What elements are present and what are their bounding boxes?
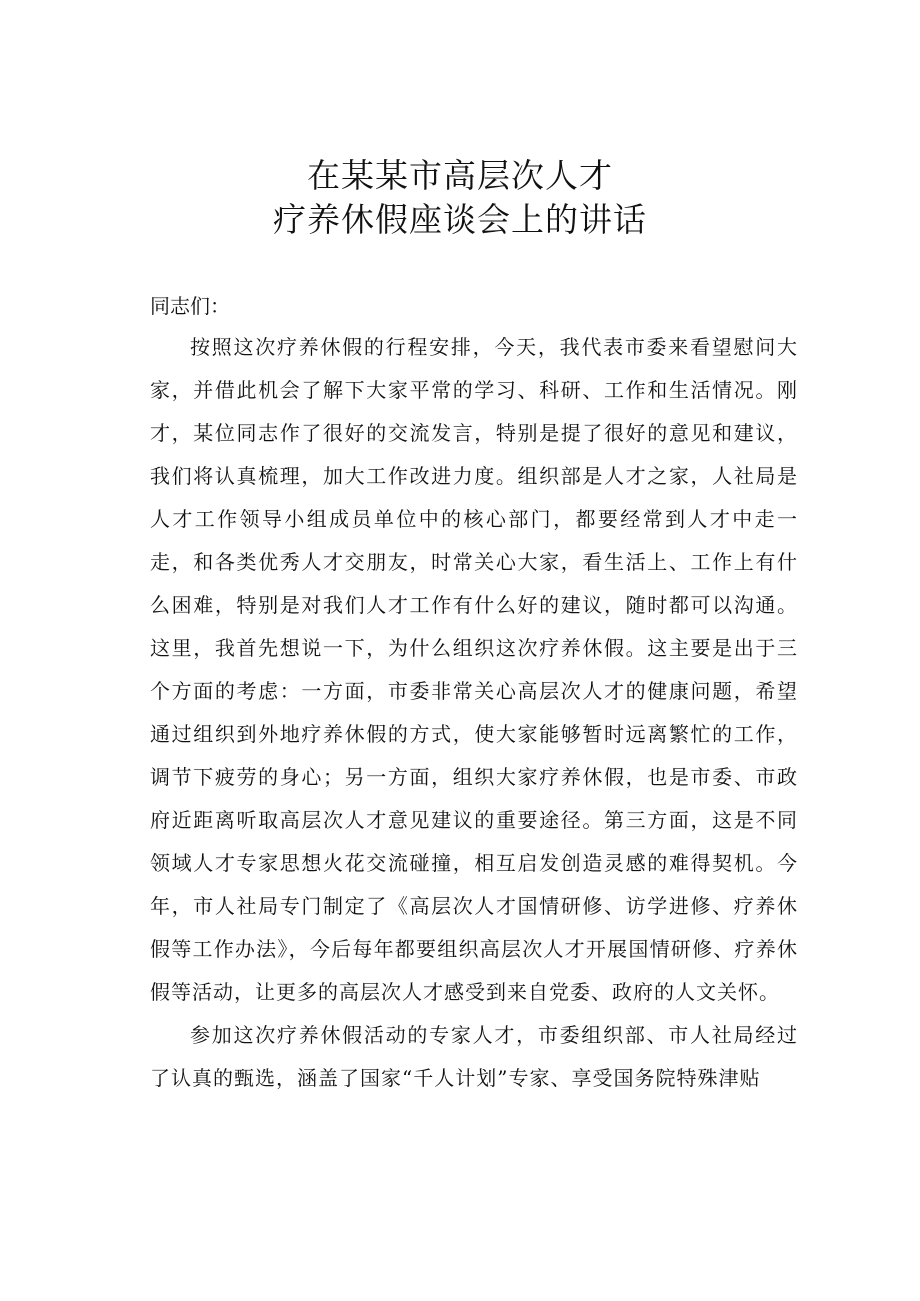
body-paragraph-1: 按照这次疗养休假的行程安排，今天，我代表市委来看望慰问大家，并借此机会了解下大家平常的学习、科研、工作和生活情况。刚才，某位同志作了很好的交流发言，特别是提了很好的意见和建议，我们将认真梳理，加大工作改进力度。组织部是人才之家，人社局是人才工作领导小组成员单位中的核心部门，都要经常到人才中走一走，和各类优秀人才交朋友，时常关心大家，看生活上、工作上有什么困难，特别是对我们人才工作有什么好的建议，随时都可以沟通。这里，我首先想说一下，为什么组织这次疗养休假。这主要是出于三个方面的考虑：一方面，市委非常关心高层次人才的健康问题，希望通过组织到外地疗养休假的方式，使大家能够暂时远离繁忙的工作，调节下疲劳的身心；另一方面，组织大家疗养休假，也是市委、市政府近距离听取高层次人才意见建议的重要途径。第三方面，这是不同领域人才专家思想火花交流碰撞，相互启发创造灵感的难得契机。今年，市人社局专门制定了《高层次人才国情研修、访学进修、疗养休假等工作办法》，今后每年都要组织高层次人才开展国情研修、疗养休假等活动，让更多的高层次人才感受到来自党委、政府的人文关怀。 (150, 335, 798, 1004)
title-line-1: 在某某市高层次人才 (307, 156, 613, 195)
greeting: 同志们： (150, 294, 230, 318)
document-body (150, 326, 798, 1100)
document-title (0, 154, 920, 242)
title-line-2: 疗养休假座谈会上的讲话 (273, 200, 647, 239)
body-paragraph-2: 参加这次疗养休假活动的专家人才，市委组织部、市人社局经过了认真的甄选，涵盖了国家“千人计划”专家、享受国务院特殊津贴 (150, 1023, 798, 1090)
